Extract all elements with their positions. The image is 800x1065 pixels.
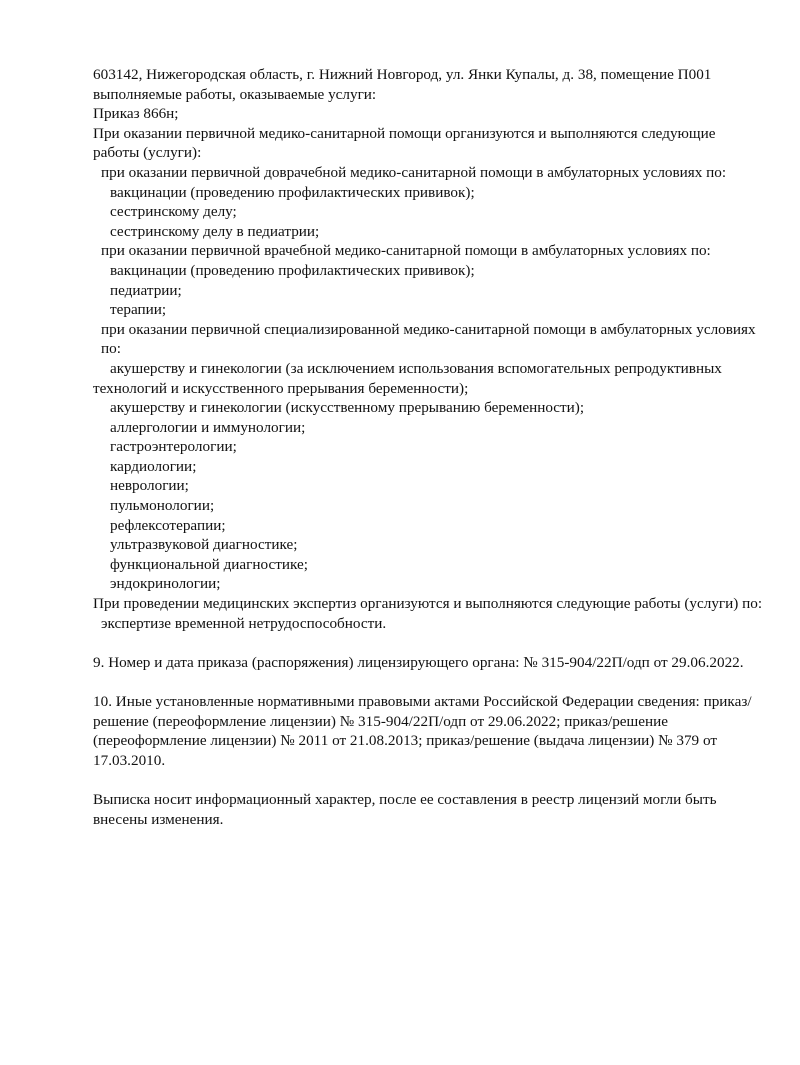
order-reference: Приказ 866н; [93, 105, 179, 123]
list-item: вакцинации (проведению профилактических прививок); [110, 183, 475, 201]
primary-care-intro: При оказании первичной медико-санитарной помощи организуются и выполняются следующие работы (услуги): [93, 124, 716, 162]
pre-doctor-heading: при оказании первичной доврачебной медико-санитарной помощи в амбулаторных условиях по: [101, 163, 727, 181]
list-item: сестринскому делу в педиатрии; [110, 222, 320, 240]
list-item: гастроэнтерологии; [110, 438, 237, 456]
list-item: ультразвуковой диагностике; [110, 536, 298, 554]
list-item: терапии; [110, 301, 167, 319]
list-item: педиатрии; [110, 281, 182, 299]
address-line: 603142, Нижегородская область, г. Нижний Новгород, ул. Янки Купалы, д. 38, помещение П001 [93, 66, 712, 83]
list-item: акушерству и гинекологии (искусственному прерыванию беременности); [110, 399, 585, 417]
list-item: аллергологии и иммунологии; [110, 418, 306, 436]
list-item: функциональной диагностике; [110, 555, 308, 573]
list-item: вакцинации (проведению профилактических прививок); [110, 261, 475, 279]
section-9: 9. Номер и дата приказа (распоряжения) лицензирующего органа: № 315-904/22П/одп от 29.06.2022. [93, 653, 744, 671]
list-item: эндокринологии; [110, 575, 221, 593]
works-label: выполняемые работы, оказываемые услуги: [93, 85, 377, 103]
document-page [93, 65, 765, 829]
disclaimer: Выписка носит информационный характер, после ее составления в реестр лицензий могли быть внесены изменения. [93, 790, 717, 828]
expertise-intro: При проведении медицинских экспертиз организуются и выполняются следующие работы (услуги) по: [93, 595, 763, 613]
specialized-heading: при оказании первичной специализированной медико-санитарной помощи в амбулаторных условиях по: [101, 320, 756, 358]
list-item: акушерству и гинекологии (за исключением использования вспомогательных репродуктивных технологий и искусственного прерывания беременности); [93, 359, 722, 397]
list-item: экспертизе временной нетрудоспособности. [101, 614, 387, 632]
list-item: пульмонологии; [110, 497, 215, 515]
section-10: 10. Иные установленные нормативными правовыми актами Российской Федерации сведения: приказ/решение (переоформление лицензии) № 315-904/22П/одп от 29.06.2022; приказ/решение (переоформление лицензии) № 2011 от 21.08.2013; приказ/решение (выдача лицензии) № 379 от 17.03.2010. [93, 693, 752, 769]
list-item: неврологии; [110, 477, 189, 495]
list-item: рефлексотерапии; [110, 516, 226, 534]
doctor-heading: при оказании первичной врачебной медико-санитарной помощи в амбулаторных условиях по: [101, 242, 711, 260]
list-item: кардиологии; [110, 457, 197, 475]
list-item: сестринскому делу; [110, 203, 237, 221]
